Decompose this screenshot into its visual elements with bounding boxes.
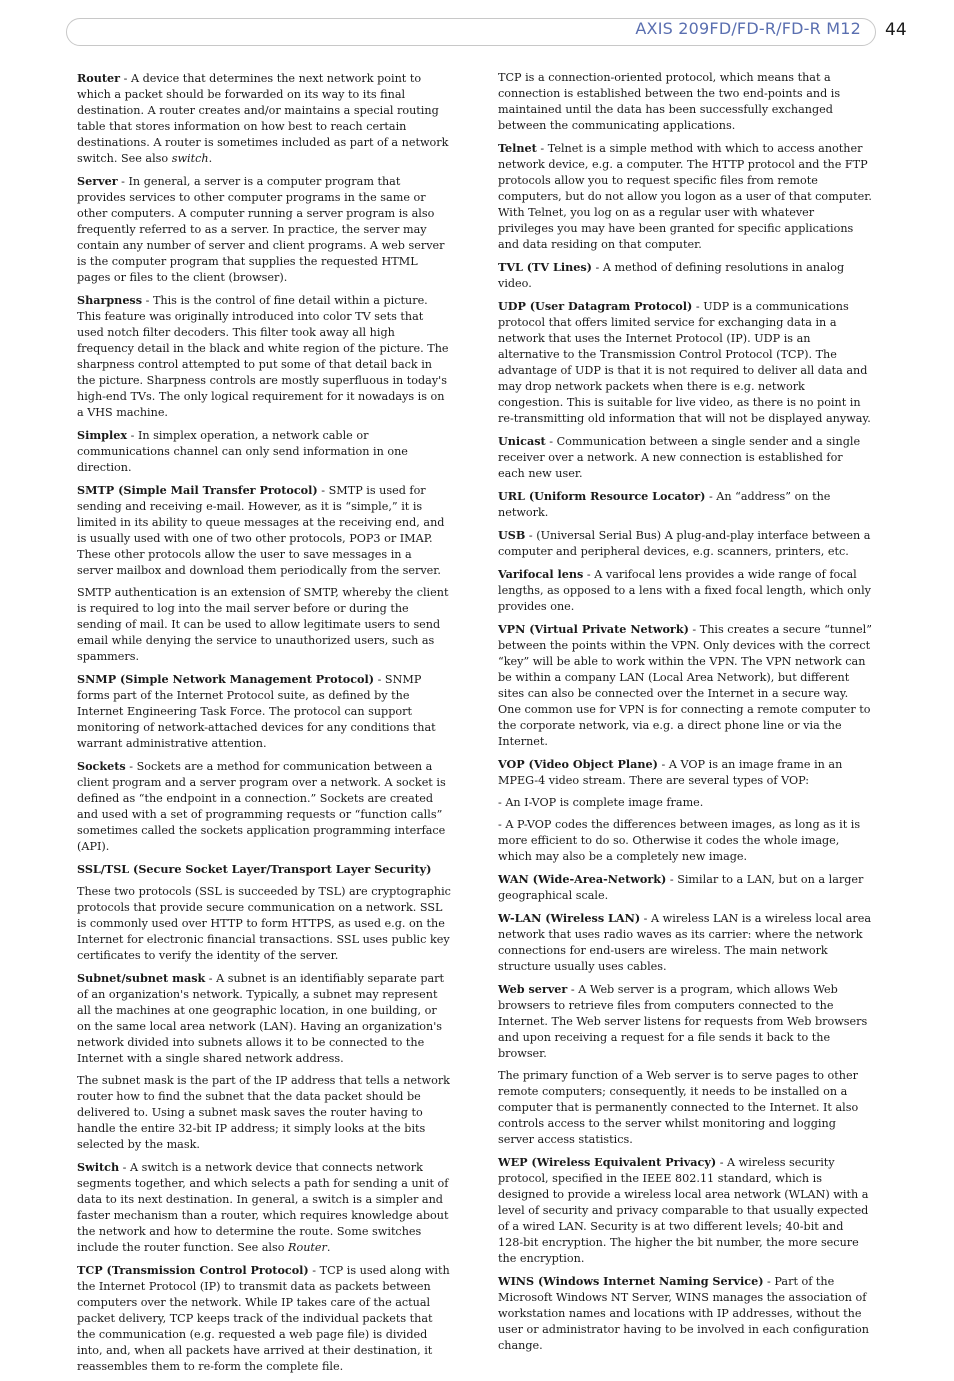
term-separator: -: [205, 972, 217, 985]
glossary-entry: [498, 817, 872, 865]
glossary-entry: [77, 482, 451, 579]
glossary-term: URL (Uniform Resource Locator): [498, 489, 706, 503]
glossary-entry: [498, 140, 872, 253]
term-separator: -: [591, 261, 603, 274]
glossary-term: SSL/TSL (Secure Socket Layer/Transport Layer Security): [77, 862, 432, 876]
term-separator: -: [666, 873, 678, 886]
glossary-entry: [498, 871, 872, 904]
glossary-entry: [77, 758, 451, 855]
definition-text: SMTP authentication is an extension of SMTP, whereby the client is required to log into the mail server before or during the sending of mail. It can be used to allow legitimate users to send email while denying the service to unauthorized users, such as spammers.: [77, 586, 449, 663]
definition-text: Part of the Microsoft Windows NT Server, WINS manages the association of workstation names and locations with IP addresses, without the user or administrator having to be involved in each configuration change.: [498, 1275, 869, 1352]
definition-text: SNMP forms part of the Internet Protocol suite, as defined by the Internet Engineering Task Force. The protocol can support monitoring of network-attached devices for any conditions that warrant administrative attention.: [77, 673, 436, 750]
term-separator: -: [536, 142, 548, 155]
definition-text: An “address” on the network.: [498, 490, 831, 519]
cross-reference: switch: [171, 152, 209, 165]
glossary-entry: [77, 970, 451, 1067]
glossary-term: Sharpness: [77, 293, 143, 307]
term-separator: -: [308, 1264, 320, 1277]
glossary-entry: [498, 527, 872, 560]
definition-text: Communication between a single sender and a single receiver over a network. A new connection is established for each new user.: [498, 435, 861, 480]
definition-text: A method of defining resolutions in analog video.: [498, 261, 845, 290]
glossary-entry: [498, 70, 872, 134]
glossary-entry: [498, 1273, 872, 1354]
glossary-entry: [498, 566, 872, 615]
definition-text: In simplex operation, a network cable or communications channel can only send information in one direction.: [77, 429, 408, 474]
term-separator: -: [317, 484, 329, 497]
term-separator: -: [657, 758, 669, 771]
glossary-entry: [77, 585, 451, 665]
definition-tail: .: [326, 1241, 331, 1254]
glossary-entry: [77, 70, 451, 167]
glossary-term: TCP (Transmission Control Protocol): [77, 1263, 309, 1277]
glossary-entry: [77, 671, 451, 752]
glossary-entry: [498, 910, 872, 975]
definition-text: TCP is used along with the Internet Protocol (IP) to transmit data as packets between computers over the network. While IP takes care of the actual packet delivery, TCP keeps track of the individual packets that the communication (e.g. requested a web page file) is divided into, and, when all packets have arrived at their destination, it reassembles them to re-form the complete file.: [77, 1264, 450, 1373]
definition-text: UDP is a communications protocol that offers limited service for exchanging data in a network that uses the Internet Protocol (IP). UDP is an alternative to the Transmission Control Protocol (TCP). The advantage of UDP is that it is not required to deliver all data and may drop network packets when there is e.g. network congestion. This is suitable for live video, as there is no point in re-transmitting old information that will not be displayed anyway.: [498, 300, 871, 425]
glossary-term: Switch: [77, 1160, 120, 1174]
glossary-term: VOP (Video Object Plane): [498, 757, 658, 771]
definition-text: SMTP is used for sending and receiving e-mail. However, as it is “simple,” it is limited in its ability to queue messages at the receiving end, and is usually used with one of two other protocols, POP3 or IMAP. These other protocols allow the user to save messages in a server mailbox and download them periodically from the server.: [77, 484, 445, 577]
term-separator: -: [640, 912, 652, 925]
definition-text: (Universal Serial Bus) A plug-and-play interface between a computer and peripheral devices, e.g. scanners, printers, etc.: [498, 529, 871, 558]
left-column: [77, 70, 451, 1381]
term-separator: -: [763, 1275, 775, 1288]
glossary-entry: [77, 1262, 451, 1375]
glossary-entry: [77, 173, 451, 286]
glossary-entry: [77, 292, 451, 421]
definition-text: A varifocal lens provides a wide range of focal lengths, as opposed to a lens with a fixed focal length, which only provides one.: [498, 568, 871, 613]
definition-text: - A P-VOP codes the differences between images, as long as it is more efficient to do so. Otherwise it codes the whole image, which may also be a completely new image.: [498, 818, 861, 863]
term-separator: -: [545, 435, 557, 448]
term-separator: -: [374, 673, 385, 686]
glossary-entry: [77, 861, 451, 878]
glossary-term: VPN (Virtual Private Network): [498, 622, 689, 636]
glossary-term: Telnet: [498, 141, 537, 155]
definition-text: A wireless security protocol, specified in the IEEE 802.11 standard, which is designed to provide a wireless local area network (WLAN) with a level of security and privacy comparable to that usually expected of a wired LAN. Security is at two different levels; 40-bit and 128-bit encryption. The higher the bit number, the more secure the encryption.: [498, 1156, 869, 1265]
glossary-term: UDP (User Datagram Protocol): [498, 299, 693, 313]
glossary-term: Simplex: [77, 428, 128, 442]
term-separator: -: [705, 490, 717, 503]
term-separator: -: [120, 72, 131, 85]
term-separator: -: [119, 1161, 130, 1174]
glossary-term: WAN (Wide-Area-Network): [498, 872, 667, 886]
definition-text: Sockets are a method for communication between a client program and a server program over a network. A socket is defined as “the endpoint in a connection.” Sockets are created and used with a set of programming requests or “function calls” sometimes called the sockets application programming interface (API).: [77, 760, 446, 853]
cross-reference: Router: [288, 1241, 327, 1254]
definition-tail: .: [208, 152, 213, 165]
term-separator: -: [117, 175, 129, 188]
definition-text: A subnet is an identifiably separate part of an organization's network. Typically, a subnet may represent all the machines at one geographic location, in one building, or on the same local area network (LAN). Having an organization's network divided into subnets allows it to be connected to the Internet with a single shared network address.: [77, 972, 445, 1065]
definition-text: TCP is a connection-oriented protocol, which means that a connection is established between the two end-points and is maintained until the data has been successfully exchanged between the communicating applications.: [498, 71, 841, 132]
term-separator: -: [142, 294, 153, 307]
term-separator: -: [692, 300, 704, 313]
glossary-entry: [77, 1159, 451, 1256]
term-separator: -: [688, 623, 700, 636]
definition-text: A switch is a network device that connects network segments together, and which selects a path for sending a unit of data to its next destination. In general, a switch is a simpler and faster mechanism than a router, which requires knowledge about the network and how to determine the route. Some switches include the router function. See also: [77, 1161, 449, 1254]
glossary-term: WEP (Wireless Equivalent Privacy): [498, 1155, 717, 1169]
glossary-term: WINS (Windows Internet Naming Service): [498, 1274, 764, 1288]
term-separator: -: [716, 1156, 728, 1169]
glossary-term: Subnet/subnet mask: [77, 971, 206, 985]
glossary-entry: [498, 433, 872, 482]
glossary-entry: [498, 488, 872, 521]
glossary-term: TVL (TV Lines): [498, 260, 592, 274]
definition-text: A VOP is an image frame in an MPEG-4 video stream. There are several types of VOP:: [498, 758, 843, 787]
term-separator: -: [125, 760, 137, 773]
glossary-term: SNMP (Simple Network Management Protocol): [77, 672, 375, 686]
glossary-term: W-LAN (Wireless LAN): [498, 911, 641, 925]
definition-text: A wireless LAN is a wireless local area network that uses radio waves as its carrier: where the network connections for end-users are wireless. The main network structure usually uses cables.: [498, 912, 872, 973]
glossary-term: USB: [498, 528, 526, 542]
glossary-entry: [498, 1068, 872, 1148]
definition-text: In general, a server is a computer program that provides services to other computer programs in the same or other computers. A computer running a server program is also frequently referred to as a server. In practice, the server may contain any number of server and client programs. A web server is the computer program that supplies the requested HTML pages or files to the client (browser).: [77, 175, 445, 284]
definition-text: A device that determines the next network point to which a packet should be forwarded on its way to its final destination. A router creates and/or maintains a special routing table that stores information on how best to reach certain destinations. A router is sometimes included as part of a network switch. See also: [77, 72, 449, 165]
glossary-term: Web server: [498, 982, 568, 996]
glossary-entry: [77, 1073, 451, 1153]
glossary-entry: [498, 298, 872, 427]
glossary-term: Sockets: [77, 759, 126, 773]
definition-text: This is the control of fine detail within a picture. This feature was originally introduced into color TV sets that used notch filter decoders. This filter took away all high frequency detail in the black and white region of the picture. The sharpness control attempted to put some of that detail back in the picture. Sharpness controls are mostly superfluous in today's high-end TVs. The only logical requirement for it nowadays is on a VHS machine.: [77, 294, 449, 419]
term-separator: -: [525, 529, 537, 542]
definition-text: A Web server is a program, which allows Web browsers to retrieve files from computers connected to the Internet. The Web server listens for requests from Web browsers and upon receiving a request for a file sends it back to the browser.: [498, 983, 868, 1060]
term-separator: -: [127, 429, 138, 442]
right-column: [498, 70, 872, 1360]
glossary-term: Server: [77, 174, 118, 188]
glossary-entry: [498, 756, 872, 789]
definition-text: Telnet is a simple method with which to access another network device, e.g. a computer. The HTTP protocol and the FTP protocols allow you to request specific files from remote computers, but do not allow you logon as a user of that computer. With Telnet, you log on as a regular user with whatever privileges you may have been granted for specific applications and data residing on that computer.: [498, 142, 872, 251]
term-separator: -: [583, 568, 595, 581]
term-separator: -: [567, 983, 579, 996]
glossary-entry: [498, 1154, 872, 1267]
glossary-entry: [498, 259, 872, 292]
glossary-term: Unicast: [498, 434, 546, 448]
definition-text: The primary function of a Web server is to serve pages to other remote computers; consequently, it needs to be installed on a computer that is permanently connected to the Internet. It also controls access to the server whilst monitoring and logging server access statistics.: [498, 1069, 859, 1146]
glossary-entry: [498, 795, 872, 811]
definition-text: - An I-VOP is complete image frame.: [498, 796, 704, 809]
definition-text: The subnet mask is the part of the IP address that tells a network router how to find the subnet that the data packet should be delivered to. Using a subnet mask saves the router having to handle the entire 32-bit IP address; it simply looks at the bits selected by the mask.: [77, 1074, 450, 1151]
glossary-entry: [77, 427, 451, 476]
glossary-entry: [77, 884, 451, 964]
page-number: 44: [885, 20, 907, 40]
document-title: AXIS 209FD/FD-R/FD-R M12: [635, 19, 861, 38]
glossary-term: Varifocal lens: [498, 567, 584, 581]
glossary-entry: [498, 981, 872, 1062]
glossary-entry: [498, 621, 872, 750]
glossary-term: Router: [77, 71, 121, 85]
definition-text: This creates a secure “tunnel” between the points within the VPN. Only devices with the correct “key” will be able to work within the VPN. The VPN network can be within a company LAN (Local Area Network), but different sites can also be connected over the Internet in a secure way. One common use for VPN is for connecting a remote computer to the corporate network, via e.g. a direct phone line or via the Internet.: [498, 623, 872, 748]
definition-text: Similar to a LAN, but on a larger geographical scale.: [498, 873, 864, 902]
definition-text: These two protocols (SSL is succeeded by TSL) are cryptographic protocols that provide secure communication on a network. SSL is commonly used over HTTP to form HTTPS, as used e.g. on the Internet for electronic financial transactions. SSL uses public key certificates to verify the identity of the server.: [77, 885, 451, 962]
glossary-term: SMTP (Simple Mail Transfer Protocol): [77, 483, 318, 497]
